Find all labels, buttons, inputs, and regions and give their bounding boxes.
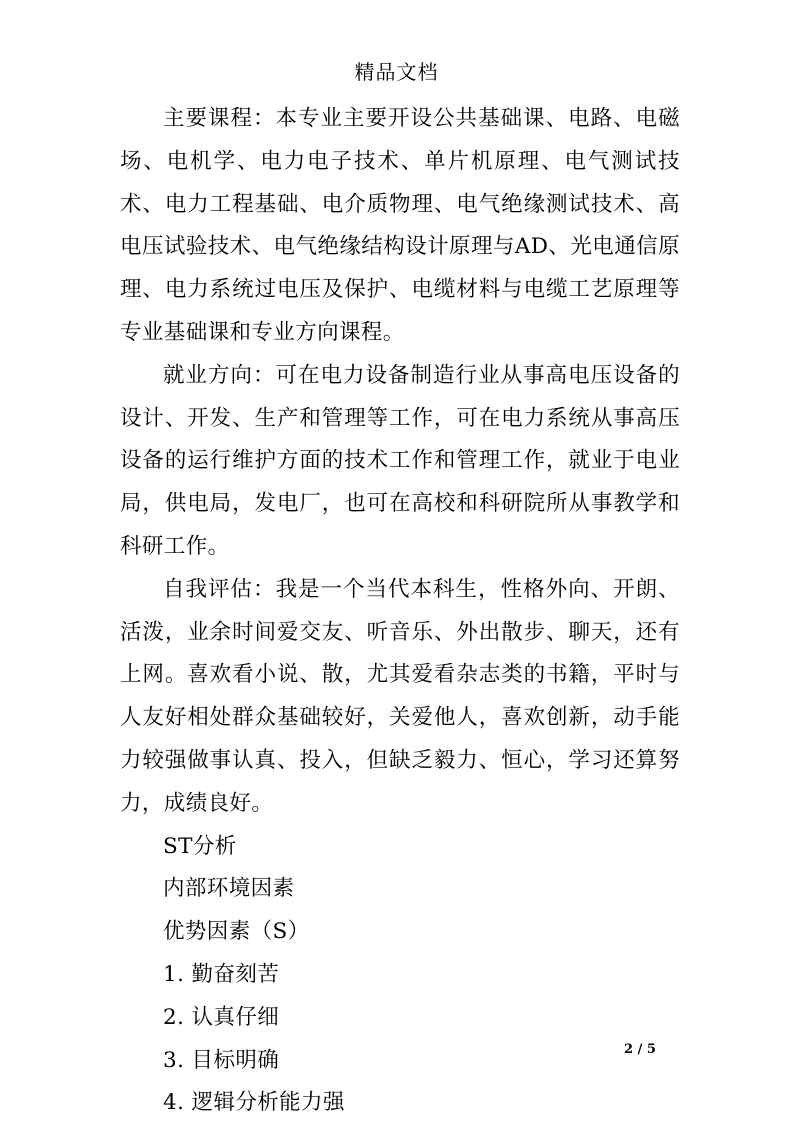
heading-strengths: 优势因素（S） <box>163 919 310 945</box>
list-item: 2. 认真仔细 <box>163 1004 280 1030</box>
paragraph-main-courses: 主要课程：本专业主要开设公共基础课、电路、电磁场、电机学、电力电子技术、单片机原理、电气测试技术、电力工程基础、电介质物理、电气绝缘测试技术、高电压试验技术、电气绝缘结构设计原理与AD、光电通信原理、电力系统过电压及保护、电缆材料与电缆工艺原理等专业基础课和专业方向课程。 <box>120 106 680 345</box>
list-item: 3. 目标明确 <box>163 1047 280 1073</box>
page-header: 精品文档 <box>354 60 439 84</box>
list-item: 1. 勤奋刻苦 <box>163 961 280 987</box>
list-item: 4. 逻辑分析能力强 <box>163 1090 345 1116</box>
page-number: 2 / 5 <box>624 1042 656 1057</box>
heading-internal-factors: 内部环境因素 <box>163 876 295 902</box>
heading-st-analysis: ST分析 <box>163 833 237 859</box>
paragraph-employment-direction: 就业方向：可在电力设备制造行业从事高电压设备的设计、开发、生产和管理等工作，可在电力系统从事高压设备的运行维护方面的技术工作和管理工作，就业于电业局，供电局，发电厂，也可在高校和科研院所从事教学和科研工作。 <box>120 362 680 559</box>
document-body <box>120 98 680 1125</box>
paragraph-self-assessment: 自我评估：我是一个当代本科生，性格外向、开朗、活泼，业余时间爱交友、听音乐、外出散步、聊天，还有上网。喜欢看小说、散，尤其爱看杂志类的书籍，平时与人友好相处群众基础较好，关爱他人，喜欢创新，动手能力较强做事认真、投入，但缺乏毅力、恒心，学习还算努力，成绩良好。 <box>120 576 680 816</box>
